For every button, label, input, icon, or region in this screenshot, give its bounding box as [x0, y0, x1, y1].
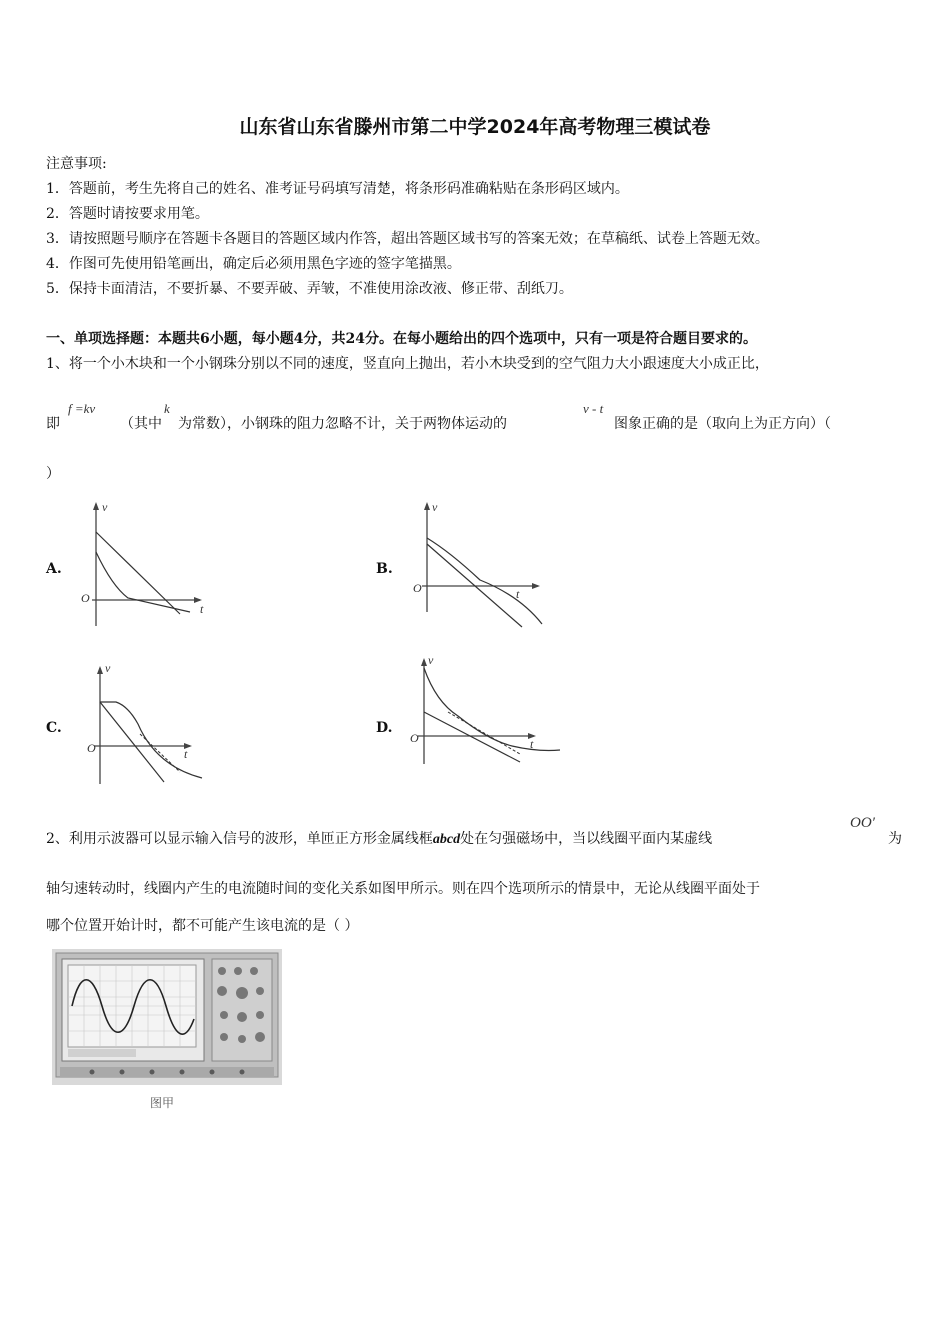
notice-item: 2．答题时请按要求用笔。	[46, 206, 209, 222]
t-axis-arrow	[532, 583, 540, 589]
option-b-label: B.	[376, 561, 393, 577]
v-axis-arrow	[97, 666, 103, 674]
wood-block-curve	[427, 538, 542, 624]
v-label: v	[105, 661, 111, 675]
wood-block-curve	[96, 552, 190, 612]
q2-text: 2、利用示波器可以显示输入信号的波形，单匝正方形金属线框	[46, 831, 433, 847]
steel-ball-line	[424, 712, 520, 762]
option-a-label: A.	[46, 561, 62, 577]
formula-oo-prime: OO′	[850, 815, 875, 831]
v-label: v	[428, 653, 434, 667]
option-d-label: D.	[376, 720, 393, 736]
notice-item: 4．作图可先使用铅笔画出，确定后必须用黑色字迹的签字笔描黑。	[46, 256, 461, 272]
oscilloscope-image	[52, 949, 282, 1085]
t-label: t	[530, 737, 534, 751]
notice-item: 5．保持卡面清洁，不要折暴、不要弄破、弄皱，不准使用涂改液、修正带、刮纸刀。	[46, 281, 573, 297]
t-label: t	[516, 587, 520, 601]
v-axis-arrow	[93, 502, 99, 510]
option-c-graph	[84, 662, 224, 787]
q1-close-paren: ）	[46, 466, 60, 482]
q2-text: 处在匀强磁场中，当以线圈平面内某虚线	[460, 831, 713, 847]
q2-text: 为	[888, 831, 902, 847]
paper-title: 山东省山东省滕州市第二中学2024年高考物理三模试卷	[239, 116, 711, 138]
notice-item: 1．答题前，考生先将自己的姓名、准考证号码填写清楚，将条形码准确粘贴在条形码区域内。	[46, 181, 629, 197]
q2-abcd: abcd	[432, 832, 461, 847]
q1-text: 图象正确的是（取向上为正方向）（	[614, 416, 831, 432]
q1-text: 即	[46, 416, 60, 432]
option-d-graph	[408, 654, 568, 766]
formula-v-t: v - t	[583, 401, 604, 416]
formula-k: k	[164, 401, 170, 416]
q1-text: 为常数），小钢珠的阻力忽略不计，关于两物体运动的	[178, 416, 507, 432]
v-axis-arrow	[421, 658, 427, 666]
origin-label: O	[413, 581, 422, 595]
question-2-line2: 轴匀速转动时，线圈内产生的电流随时间的变化关系如图甲所示。则在四个选项所示的情景中，无论从线圈平面处于	[46, 881, 760, 897]
origin-label: O	[87, 741, 96, 755]
formula-f-kv: f =kv	[68, 401, 96, 416]
question-1-line2	[46, 413, 60, 433]
notice-item: 3．请按照题号顺序在答题卡各题目的答题区域内作答，超出答题区域书写的答案无效；在草稿纸、试卷上答题无效。	[46, 231, 769, 247]
v-label: v	[102, 500, 108, 514]
option-c-label: C.	[46, 720, 62, 736]
origin-label: O	[81, 591, 90, 605]
dashed-reference-line	[448, 712, 520, 754]
q1-text: （其中	[120, 416, 162, 432]
option-a-graph	[78, 498, 218, 628]
steel-ball-line	[96, 532, 180, 614]
v-axis-arrow	[424, 502, 430, 510]
origin-label: O	[410, 731, 419, 745]
question-2-line1	[46, 828, 712, 848]
option-b-graph	[410, 500, 550, 630]
figure-caption: 图甲	[150, 1096, 175, 1110]
question-2-line3: 哪个位置开始计时，都不可能产生该电流的是（ ）	[46, 918, 359, 934]
notice-heading: 注意事项:	[46, 156, 107, 172]
question-1-line1: 1、将一个小木块和一个小钢珠分别以不同的速度，竖直向上抛出，若小木块受到的空气阻力大小跟速度大小成正比，	[46, 356, 769, 372]
section-heading: 一、单项选择题：本题共6小题，每小题4分，共24分。在每小题给出的四个选项中，只有一项是符合题目要求的。	[46, 331, 757, 347]
t-label: t	[200, 602, 204, 616]
v-label: v	[432, 500, 438, 514]
t-label: t	[184, 747, 188, 761]
